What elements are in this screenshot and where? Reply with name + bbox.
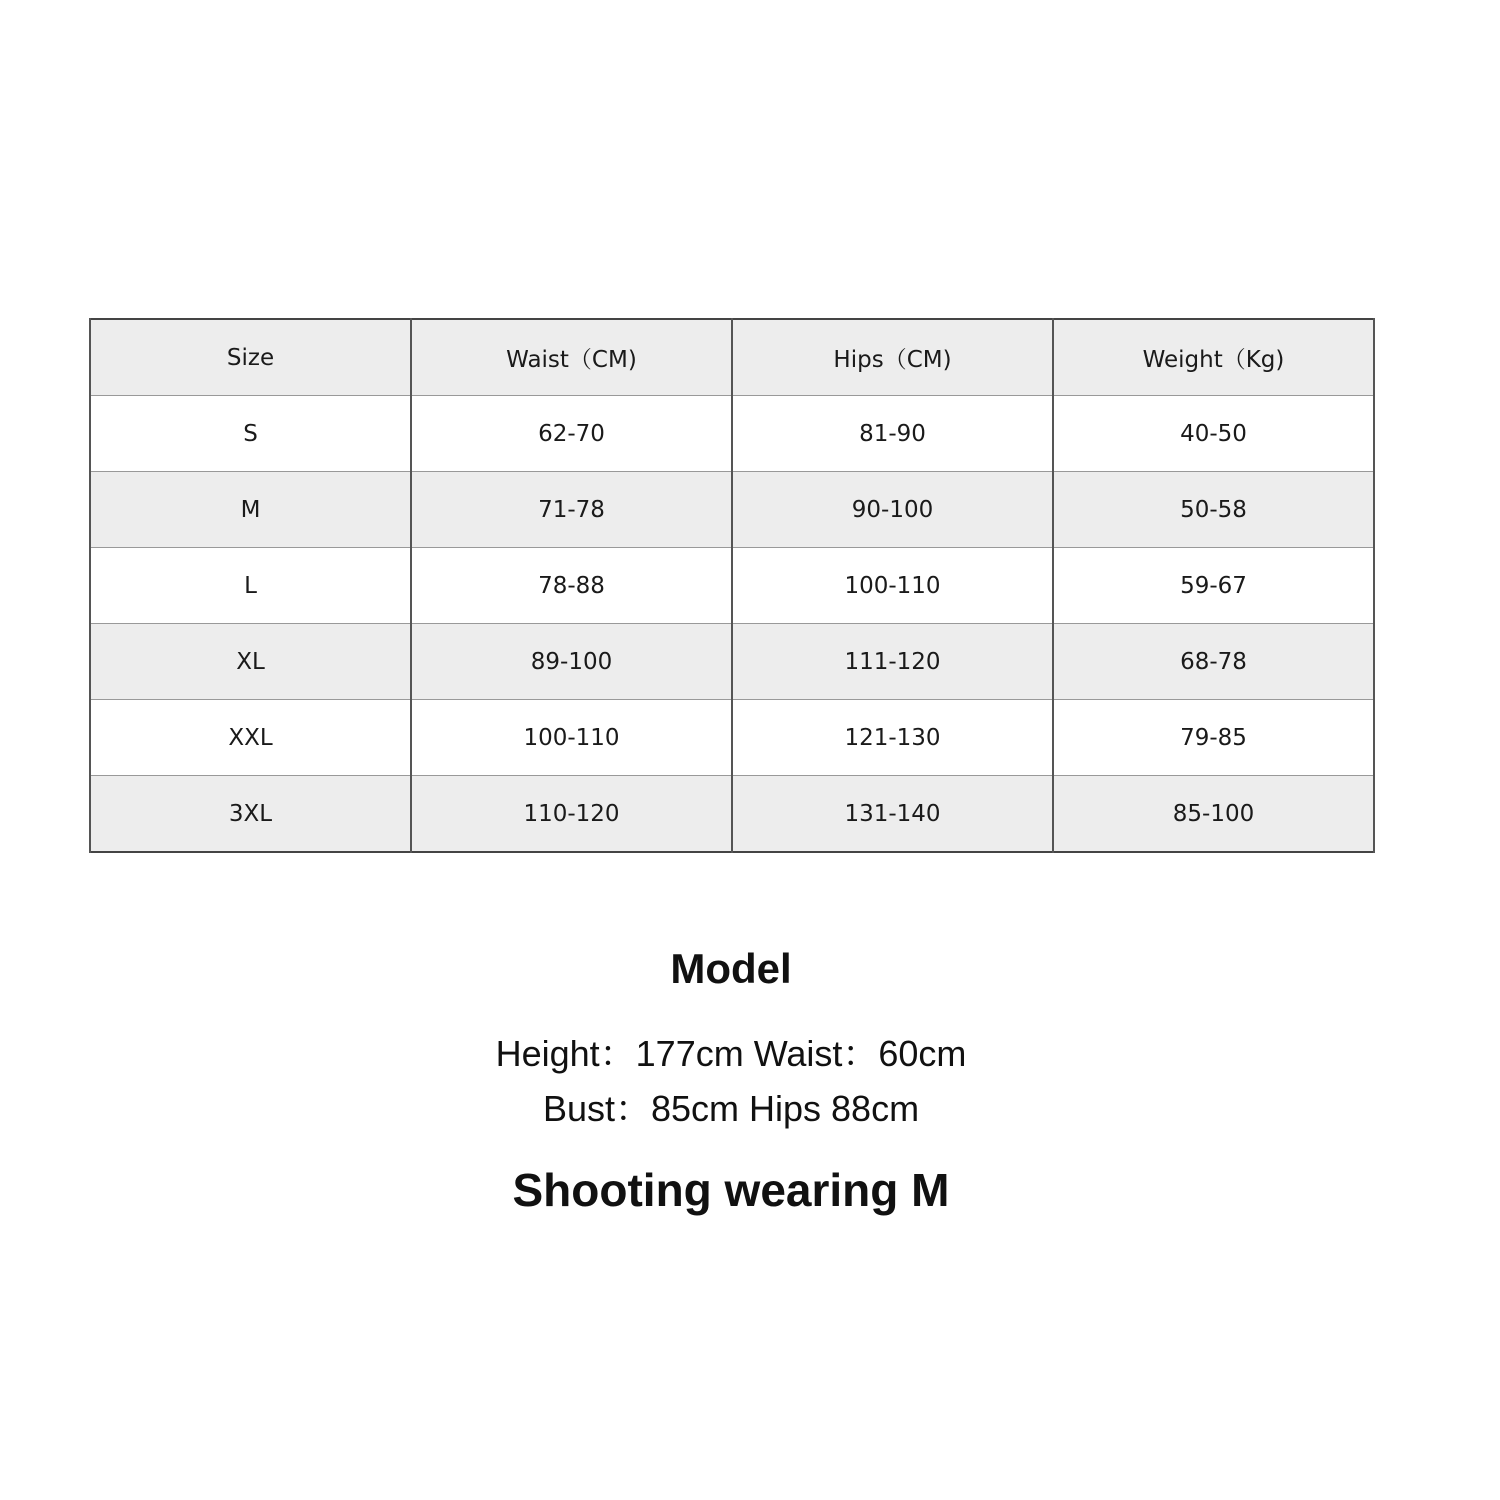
table-row	[90, 776, 1374, 853]
cell-waist: 71-78	[411, 472, 732, 548]
cell-waist: 110-120	[411, 776, 732, 853]
cell-weight: 85-100	[1053, 776, 1374, 853]
table-row	[90, 472, 1374, 548]
cell-weight: 79-85	[1053, 700, 1374, 776]
cell-waist: 62-70	[411, 396, 732, 472]
cell-waist: 78-88	[411, 548, 732, 624]
cell-weight: 40-50	[1053, 396, 1374, 472]
header-size: Size	[90, 319, 411, 396]
model-title: Model	[670, 945, 792, 992]
cell-size: XXL	[90, 700, 411, 776]
size-chart-table	[89, 318, 1375, 853]
cell-size: M	[90, 472, 411, 548]
model-measurements-line-1: Height：177cm Waist：60cm	[495, 1033, 967, 1074]
cell-hips: 111-120	[732, 624, 1053, 700]
table-row	[90, 700, 1374, 776]
table-row	[90, 396, 1374, 472]
model-info	[0, 940, 1462, 1222]
cell-size: 3XL	[90, 776, 411, 853]
cell-hips: 90-100	[732, 472, 1053, 548]
cell-weight: 50-58	[1053, 472, 1374, 548]
cell-size: XL	[90, 624, 411, 700]
table-row	[90, 548, 1374, 624]
cell-size: S	[90, 396, 411, 472]
table-header-row	[90, 319, 1374, 396]
header-waist: Waist（CM)	[411, 319, 732, 396]
cell-waist: 89-100	[411, 624, 732, 700]
header-hips: Hips（CM)	[732, 319, 1053, 396]
cell-hips: 131-140	[732, 776, 1053, 853]
cell-waist: 100-110	[411, 700, 732, 776]
cell-hips: 81-90	[732, 396, 1053, 472]
model-measurements-line-2: Bust：85cm Hips 88cm	[542, 1088, 920, 1129]
model-size-note: Shooting wearing M	[512, 1164, 950, 1216]
cell-weight: 68-78	[1053, 624, 1374, 700]
cell-weight: 59-67	[1053, 548, 1374, 624]
header-weight: Weight（Kg)	[1053, 319, 1374, 396]
table-row	[90, 624, 1374, 700]
cell-hips: 121-130	[732, 700, 1053, 776]
cell-size: L	[90, 548, 411, 624]
cell-hips: 100-110	[732, 548, 1053, 624]
